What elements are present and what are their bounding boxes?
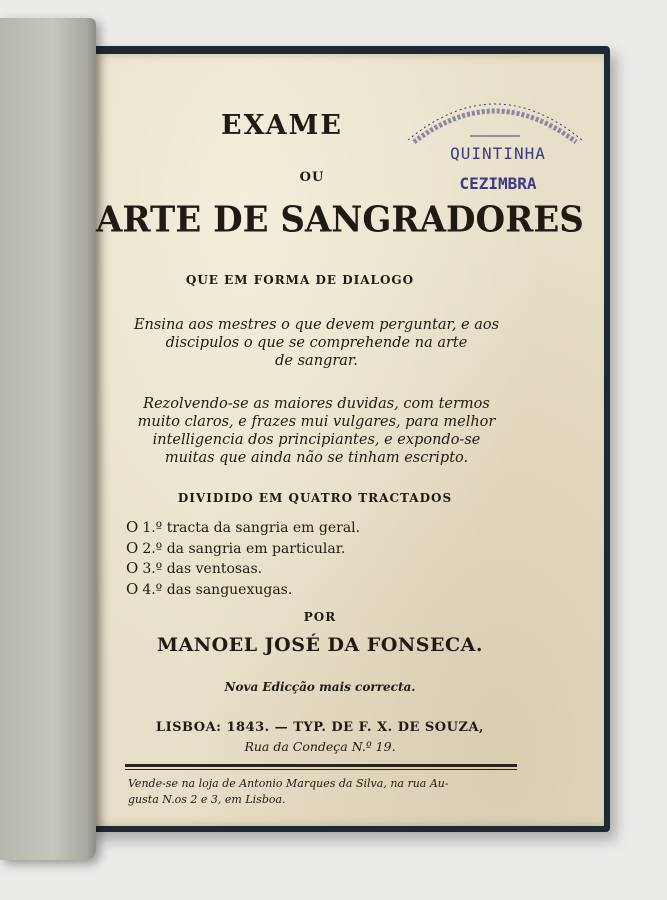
paragraph-line: Rezolvendo-se as maiores duvidas, com termos bbox=[143, 396, 490, 412]
list-item bbox=[126, 518, 446, 539]
list-item bbox=[126, 539, 446, 560]
divider-rule bbox=[125, 764, 517, 767]
book-front-cover bbox=[0, 18, 96, 860]
list-marker: O bbox=[126, 518, 139, 536]
intro-line: Ensina aos mestres o que devem perguntar, e aos bbox=[133, 317, 500, 333]
imprint-address: Rua da Condeça N.º 19. bbox=[244, 739, 396, 754]
title-exame: EXAME bbox=[221, 110, 343, 141]
divided-heading: DIVIDIDO EM QUATRO TRACTADOS bbox=[177, 491, 453, 505]
paragraph-line: intelligencia dos principiantes, e expondo-se bbox=[152, 432, 481, 448]
paragraph-line: muitas que ainda não se tinham escripto. bbox=[164, 450, 469, 466]
edition-note: Nova Edicção mais correcta. bbox=[224, 680, 416, 694]
list-item bbox=[126, 559, 446, 580]
paragraph-line: muito claros, e frazes mui vulgares, para melhor bbox=[137, 414, 496, 430]
title-ou: OU bbox=[299, 170, 325, 185]
list-marker: O bbox=[126, 579, 139, 598]
intro-line: de sangrar. bbox=[275, 353, 358, 369]
main-title: ARTE DE SANGRADORES bbox=[96, 199, 584, 241]
second-paragraph bbox=[124, 395, 509, 467]
list-item bbox=[126, 580, 446, 601]
sales-note bbox=[128, 776, 518, 808]
list-item-text: 1.º tracta da sangria em geral. bbox=[142, 520, 361, 536]
imprint-line: LISBOA: 1843. — TYP. DE F. X. DE SOUZA, bbox=[155, 720, 485, 735]
stamp-line-2: CEZIMBRA bbox=[459, 174, 537, 193]
sales-note-line: Vende-se na loja de Antonio Marques da Silva, na rua Au- bbox=[128, 777, 449, 790]
list-marker: O bbox=[126, 538, 139, 557]
treatise-list bbox=[126, 518, 446, 600]
list-marker: O bbox=[126, 559, 139, 577]
list-item-text: 3.º das ventosas. bbox=[142, 561, 263, 577]
subtitle: QUE EM FORMA DE DIALOGO bbox=[185, 273, 415, 287]
intro-paragraph bbox=[124, 316, 509, 370]
by-label: POR bbox=[303, 610, 337, 624]
stamp-line-1: QUINTINHA bbox=[450, 144, 546, 163]
author-name: MANOEL JOSÉ DA FONSECA. bbox=[157, 634, 483, 656]
divider-rule-thin bbox=[125, 769, 517, 770]
sales-note-line: gusta N.os 2 e 3, em Lisboa. bbox=[128, 793, 286, 806]
list-item-text: 4.º das sanguexugas. bbox=[142, 581, 293, 598]
intro-line: discipulos o que se comprehende na arte bbox=[165, 335, 468, 351]
list-item-text: 2.º da sangria em particular. bbox=[142, 540, 346, 557]
